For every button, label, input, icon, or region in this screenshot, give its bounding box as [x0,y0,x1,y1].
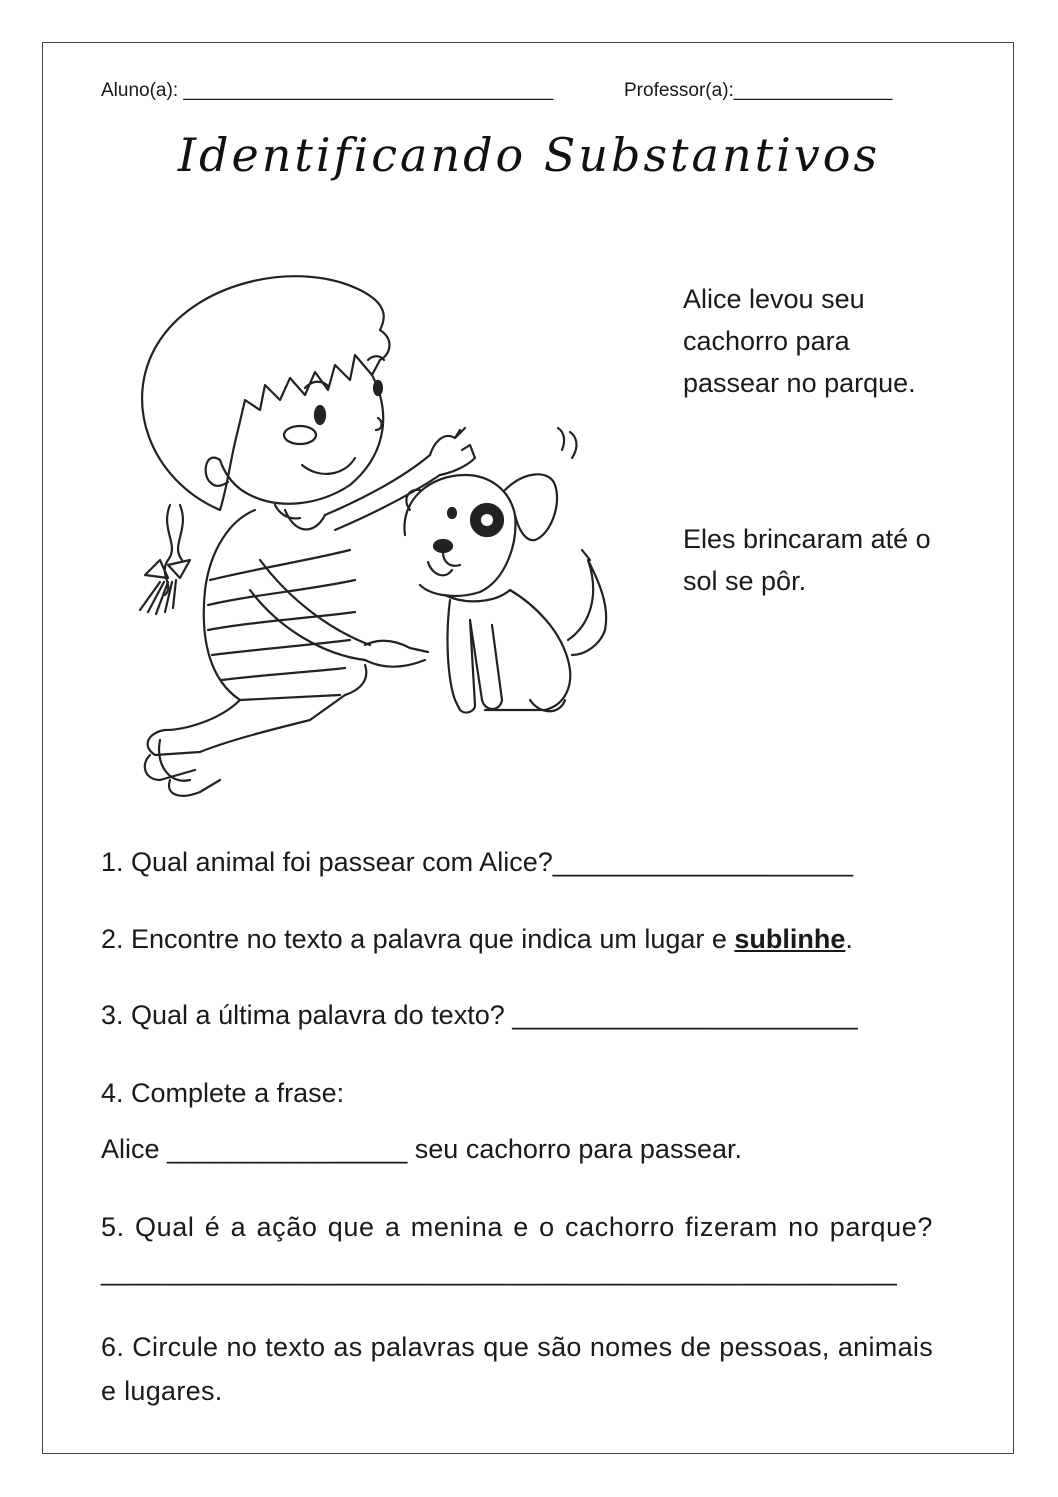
dog-figure [404,428,606,712]
question-1: 1. Qual animal foi passear com Alice?____________________ [101,847,854,877]
teacher-name-field: Professor(a):_______________ [624,80,893,101]
worksheet-title: Identificando Substantivos [177,128,881,182]
girl-figure [140,276,475,796]
question-3: 3. Qual a última palavra do texto? _______________________ [101,1000,858,1030]
question-2-period: . [845,924,853,954]
story-paragraph-2: Eles brincaram até o sol se pôr. [683,524,931,596]
student-name-field: Aluno(a): ___________________________________ [101,80,554,101]
girl-petting-dog-illustration [110,260,650,820]
question-4: 4. Complete a frase: [101,1078,345,1108]
story-paragraph-1: Alice levou seu cachorro para passear no parque. [683,284,916,398]
question-2 [101,917,933,961]
question-4-sentence: Alice ________________ seu cachorro para passear. [101,1134,742,1164]
question-2-text: 2. Encontre no texto a palavra que indica um lugar e [101,924,735,954]
question-6: 6. Circule no texto as palavras que são nomes de pessoas, animais e lugares. [101,1332,933,1406]
question-2-emphasis: sublinhe [734,924,846,954]
question-5: 5. Qual é a ação que a menina e o cachorro fizeram no parque? ___________________________________________________ [101,1212,933,1286]
